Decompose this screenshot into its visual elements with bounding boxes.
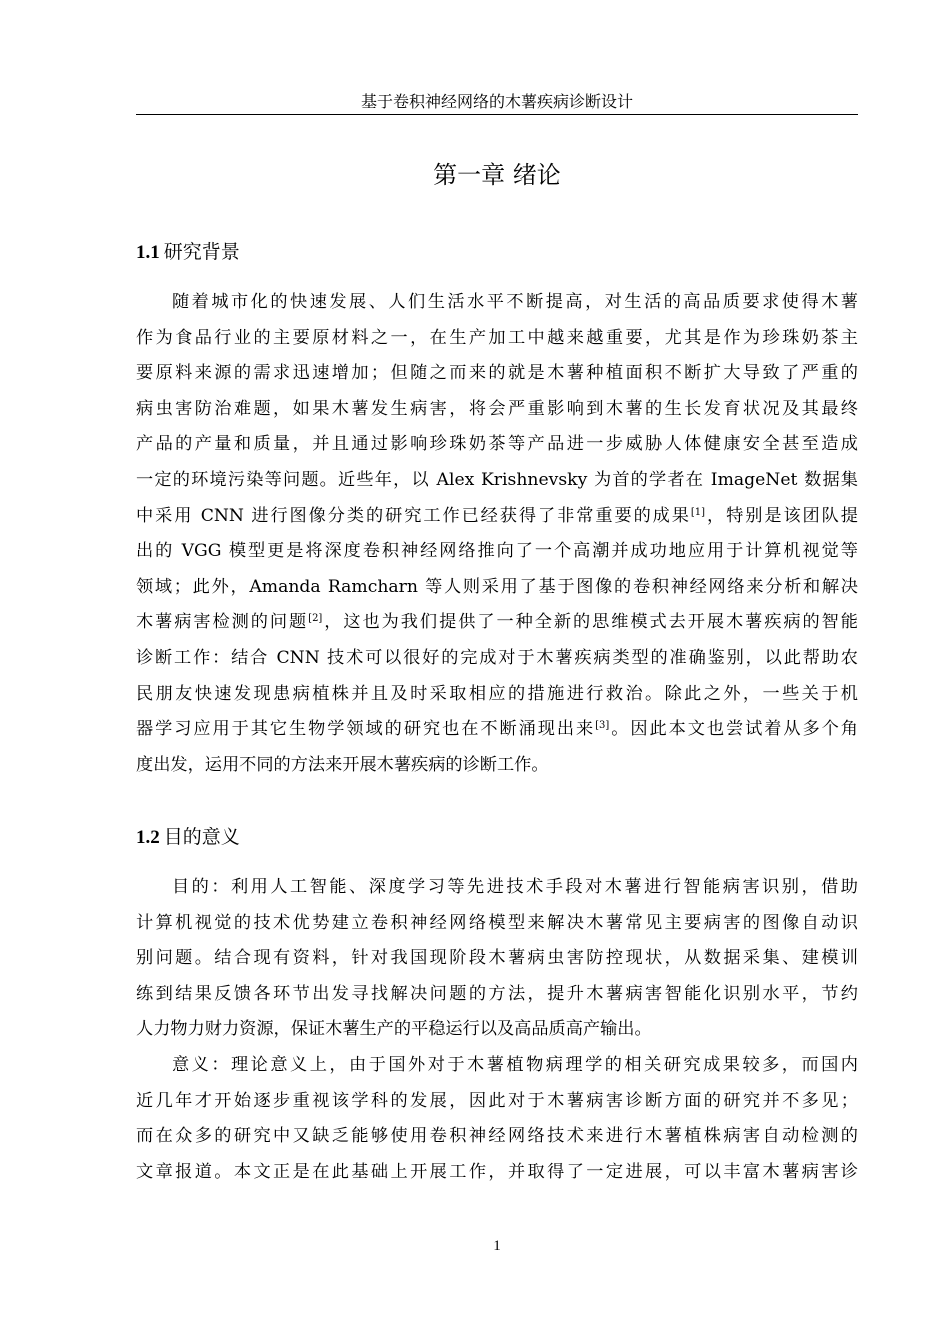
section-title: 研究背景 xyxy=(163,241,240,263)
citation-ref: [1] xyxy=(690,506,706,518)
text-line: 出的 VGG 模型更是将深度卷积神经网络推向了一个高潮并成功地应用于计算机视觉等 xyxy=(136,541,858,562)
text-line: 近几年才开始逐步重视该学科的发展，因此对于木薯病害诊断方面的研究并不多见； xyxy=(136,1090,858,1111)
text-line: 意义：理论意义上，由于国外对于木薯植物病理学的相关研究成果较多，而国内 xyxy=(172,1054,858,1075)
text-segment: 木薯病害检测的问题 xyxy=(136,612,309,633)
text-line: 要原料来源的需求迅速增加；但随之而来的就是木薯种植面积不断扩大导致了严重的 xyxy=(136,363,858,384)
section-number: 1.2 xyxy=(136,827,160,848)
chapter-title: 第一章 绪论 xyxy=(433,161,561,189)
text-line: 人力物力财力资源，保证木薯生产的平稳运行以及高品质高产输出。 xyxy=(136,1019,652,1040)
text-line: 一定的环境污染等问题。近些年，以 Alex Krishnevsky 为首的学者在 ImageNet 数据集 xyxy=(136,469,858,490)
text-segment: 。因此本文也尝试着从多个角 xyxy=(609,719,858,740)
text-segment: 器学习应用于其它生物学领域的研究也在不断涌现出来 xyxy=(136,719,596,740)
text-line xyxy=(136,605,858,641)
text-line: 而在众多的研究中又缺乏能够使用卷积神经网络技术来进行木薯植株病害自动检测的 xyxy=(136,1126,858,1147)
text-line: 产品的产量和质量，并且通过影响珍珠奶茶等产品进一步威胁人体健康安全甚至造成 xyxy=(136,434,858,455)
section-1-1-paragraph xyxy=(136,285,858,783)
citation-ref: [3] xyxy=(595,720,610,732)
text-line: 病虫害防治难题，如果木薯发生病害，将会严重影响到木薯的生长发育状况及其最终 xyxy=(136,398,858,419)
running-header-title: 基于卷积神经网络的木薯疾病诊断设计 xyxy=(360,92,633,111)
text-line: 随着城市化的快速发展、人们生活水平不断提高，对生活的高品质要求使得木薯 xyxy=(172,292,858,312)
page-number: 1 xyxy=(493,1238,501,1254)
text-line xyxy=(136,499,858,535)
text-line: 度出发，运用不同的方法来开展木薯疾病的诊断工作。 xyxy=(136,754,549,775)
text-line: 诊断工作：结合 CNN 技术可以很好的完成对于木薯疾病类型的准确鉴别，以此帮助农 xyxy=(136,647,858,668)
text-line: 民朋友快速发现患病植株并且及时采取相应的措施进行救治。除此之外，一些关于机 xyxy=(136,683,858,704)
text-segment: 中采用 CNN 进行图像分类的研究工作已经获得了非常重要的成果 xyxy=(136,505,691,526)
text-line: 领域；此外，Amanda Ramcharn 等人则采用了基于图像的卷积神经网络来分析和解决 xyxy=(136,576,858,597)
text-segment: ，特别是该团队提 xyxy=(705,505,858,526)
citation-ref: [2] xyxy=(308,613,323,625)
text-line xyxy=(136,712,858,748)
section-heading-1-1 xyxy=(136,238,858,267)
section-number: 1.1 xyxy=(136,242,160,263)
text-line: 文章报道。本文正是在此基础上开展工作，并取得了一定进展，可以丰富木薯病害诊 xyxy=(136,1161,858,1182)
running-header xyxy=(136,92,858,115)
text-line: 练到结果反馈各环节出发寻找解决问题的方法，提升木薯病害智能化识别水平，节约 xyxy=(136,983,858,1004)
text-line: 别问题。结合现有资料，针对我国现阶段木薯病虫害防控现状，从数据采集、建模训 xyxy=(136,948,858,969)
text-line: 作为食品行业的主要原材料之一，在生产加工中越来越重要，尤其是作为珍珠奶茶主 xyxy=(136,327,858,348)
section-1-2-paragraphs xyxy=(136,870,858,1190)
text-line: 目的：利用人工智能、深度学习等先进技术手段对木薯进行智能病害识别，借助 xyxy=(172,877,858,897)
section-heading-1-2 xyxy=(136,823,858,852)
section-title: 目的意义 xyxy=(163,826,240,848)
text-segment: ，这也为我们提供了一种全新的思维模式去开展木薯疾病的智能 xyxy=(322,612,858,633)
text-line: 计算机视觉的技术优势建立卷积神经网络模型来解决木薯常见主要病害的图像自动识 xyxy=(136,912,858,933)
